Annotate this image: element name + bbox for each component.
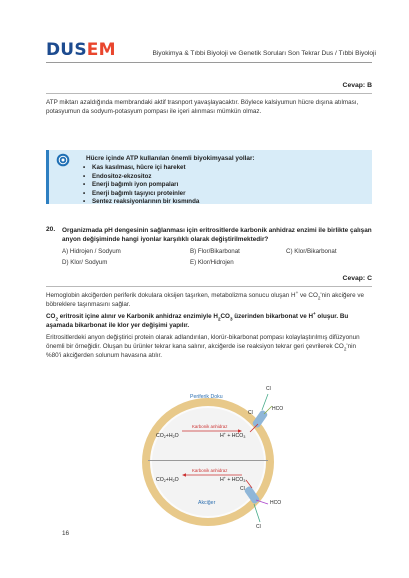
peripheral-label: Periferik Doku [190,394,223,400]
cl-top-outside: Cl [266,386,271,392]
enzyme-label-bottom: Karbonik anhidraz [192,468,228,473]
cl-bottom-inside: Cl [240,486,245,492]
enzyme-label-top: Karbonik anhidraz [192,424,228,429]
option-c: C) Klor/Bikarbonat [286,248,337,255]
question-number: 20. [46,226,56,233]
page-number: 16 [62,530,70,537]
logo: DUSEM [46,40,116,60]
option-d: D) Klor/ Sodyum [62,259,108,266]
chloride-shift-diagram [120,382,300,537]
lung-label: Akciğer [198,500,216,506]
info-item: • Endositoz-ekzositoz [92,173,151,180]
reactants-bottom: $CO_2+H_2O$ [156,477,179,484]
option-a: A) Hidrojen / Sodyum [62,248,121,255]
hco3-top-outside: HCO [272,406,284,412]
reactants-top: $CO_2+H_2O$ [156,433,179,440]
info-item: • Sentez reaksiyonlarının bir kısmında [92,198,199,205]
header-divider [46,62,372,63]
info-item: • Kas kasılması, hücre içi hareket [92,164,186,171]
body-paragraph-3: Eritrositlerdeki anyon değiştirici protein olarak adlandırılan, klorür-bikarbonat pompası kolaylaştırılmış difüzyonun önemli bir örneğidir. Oluşan bu ürünler tekrar kana salınır, akciğerde ise reaksiyon tekrar geri çevrilerek $CO_2'nin$ %80'i akciğerden solunum havasına atılır. [46,334,360,360]
previous-answer: Cevap: B [342,82,372,89]
answer: Cevap: C [342,275,372,282]
answer-divider [46,93,372,94]
info-item: • Enerji bağımlı iyon pompaları [92,181,178,188]
info-box-accent [46,150,49,204]
body-paragraph-1: Hemoglobin akciğerden periferik dokulara oksijen taşırken, metabolizma sonucu oluşan H+ ve $CO_2'nin$ akciğere ve böbreklere taşınmasını sağlar. [46,289,364,309]
info-item: • Enerji bağımlı taşıyıcı proteinler [92,190,186,197]
option-b: B) Flor/Bikarbonat [190,248,240,255]
answer-divider [46,286,372,287]
products-top: $H^+ + HCO_3$ [220,432,246,440]
info-box-title: Hücre içinde ATP kullanılan önemli biyokimyasal yollar: [86,155,255,162]
question-text: Organizmada pH dengesinin sağlanması için eritrositlerde karbonik anhidraz enzimi ile birlikte çalışan anyon değişiminde hangi iyonlar karşılıklı olarak değiştirilmektedir? [62,227,372,244]
header-title: Biyokimya & Tıbbi Biyoloji ve Genetik Soruları Son Tekrar Dus / Tıbbi Biyoloji [152,50,376,57]
option-e: E) Klor/Hidrojen [190,259,234,266]
compartment-divider [148,460,268,461]
info-icon [56,153,70,167]
cl-top-inside: Cl [248,410,253,416]
products-bottom: $H^+ + HCO_3$ [220,476,246,484]
cl-bottom-outside: Cl [256,524,261,530]
hco3-bottom-outside: HCO [270,500,282,506]
body-paragraph-2: $CO_2$ eritrosit içine alınır ve Karbonik anhidraz enzimiyle $H_2CO_3$ üzerinden bikarbonat ve H+ oluşur. Bu aşamada bikarbonat ile klor yer değişimi yapılır. [46,310,349,330]
explanation-paragraph: ATP miktarı azaldığında membrandaki aktif trasnport yavaşlayacaktır. Böylece kalsiyumun hücre dışına atılması, potasyumun da sodyum-potasyum pompası ile içeri alınması mümkün olmaz. [46,99,359,116]
